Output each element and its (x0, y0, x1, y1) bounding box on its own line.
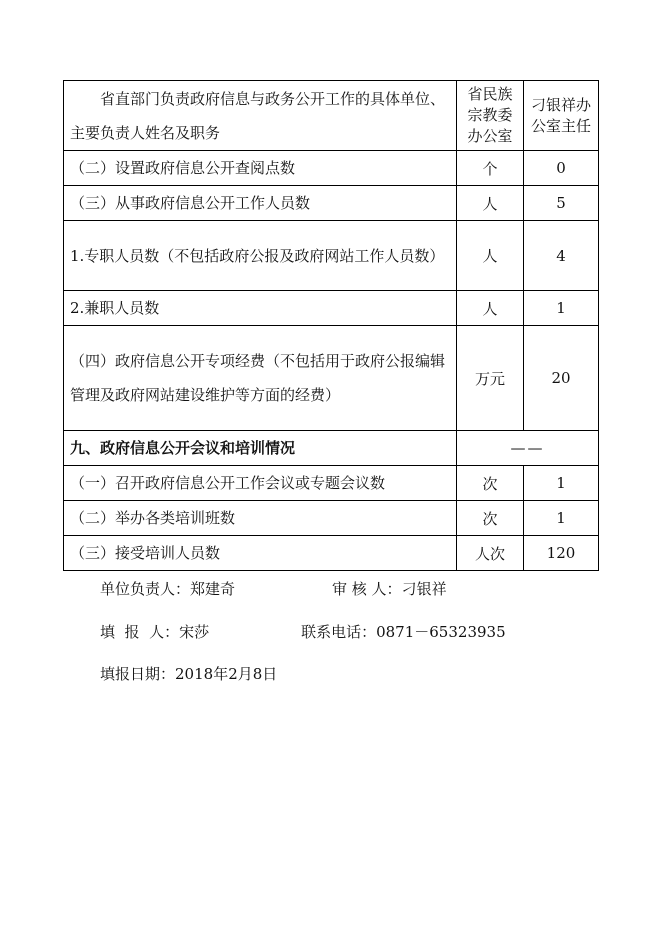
table-row (64, 466, 599, 501)
reviewer-name: 刁银祥 (401, 580, 447, 598)
table-row (64, 151, 599, 186)
filler-label: 填 报 人： (100, 623, 180, 641)
table-row (64, 536, 599, 571)
section-row (64, 431, 599, 466)
row-unit: 人 (457, 291, 524, 326)
date-value: 2018年2月8日 (175, 665, 278, 683)
row-item: 2.兼职人员数 (64, 291, 457, 326)
row-unit: 个 (457, 151, 524, 186)
table-row (64, 221, 599, 291)
row-unit: 万元 (457, 326, 524, 431)
phone-label: 联系电话： (301, 623, 377, 641)
row-item: （二）设置政府信息公开查阅点数 (64, 151, 457, 186)
row-value: 4 (524, 221, 599, 291)
filler-name: 宋莎 (179, 623, 210, 641)
row-value: 120 (524, 536, 599, 571)
leader-name: 郑建奇 (190, 580, 236, 598)
row-value: 5 (524, 186, 599, 221)
row-value: 1 (524, 466, 599, 501)
row-value: 20 (524, 326, 599, 431)
filler-line (100, 621, 506, 642)
date-line (100, 663, 277, 684)
row-unit: 人 (457, 221, 524, 291)
table-row (64, 501, 599, 536)
row-unit: 次 (457, 501, 524, 536)
row-value: 1 (524, 291, 599, 326)
section-title: 九、政府信息公开会议和培训情况 (64, 431, 457, 466)
reviewer-label: 审 核 人： (332, 580, 402, 598)
leader-label: 单位负责人： (100, 580, 191, 598)
row-unit: 人 (457, 186, 524, 221)
table-row (64, 326, 599, 431)
row-item: （一）召开政府信息公开工作会议或专题会议数 (64, 466, 457, 501)
row-value: 1 (524, 501, 599, 536)
table-row (64, 291, 599, 326)
row-value: 0 (524, 151, 599, 186)
header-unit-cell: 省民族宗教委办公室 (457, 81, 524, 151)
date-label: 填报日期： (100, 665, 176, 683)
table-header-row (64, 81, 599, 151)
statistics-table (63, 80, 599, 571)
row-item: 1.专职人员数（不包括政府公报及政府网站工作人员数） (64, 221, 457, 291)
row-item: （三）接受培训人员数 (64, 536, 457, 571)
row-unit: 次 (457, 466, 524, 501)
signature-line (100, 578, 447, 599)
row-item: （四）政府信息公开专项经费（不包括用于政府公报编辑管理及政府网站建设维护等方面的经费） (64, 326, 457, 431)
row-item: （三）从事政府信息公开工作人员数 (64, 186, 457, 221)
header-value-cell: 刁银祥办公室主任 (524, 81, 599, 151)
row-item: （二）举办各类培训班数 (64, 501, 457, 536)
table-row (64, 186, 599, 221)
section-dash: —— (457, 431, 599, 466)
header-item-cell: 省直部门负责政府信息与政务公开工作的具体单位、主要负责人姓名及职务 (64, 81, 457, 151)
phone-value: 0871－65323935 (376, 623, 506, 641)
row-unit: 人次 (457, 536, 524, 571)
